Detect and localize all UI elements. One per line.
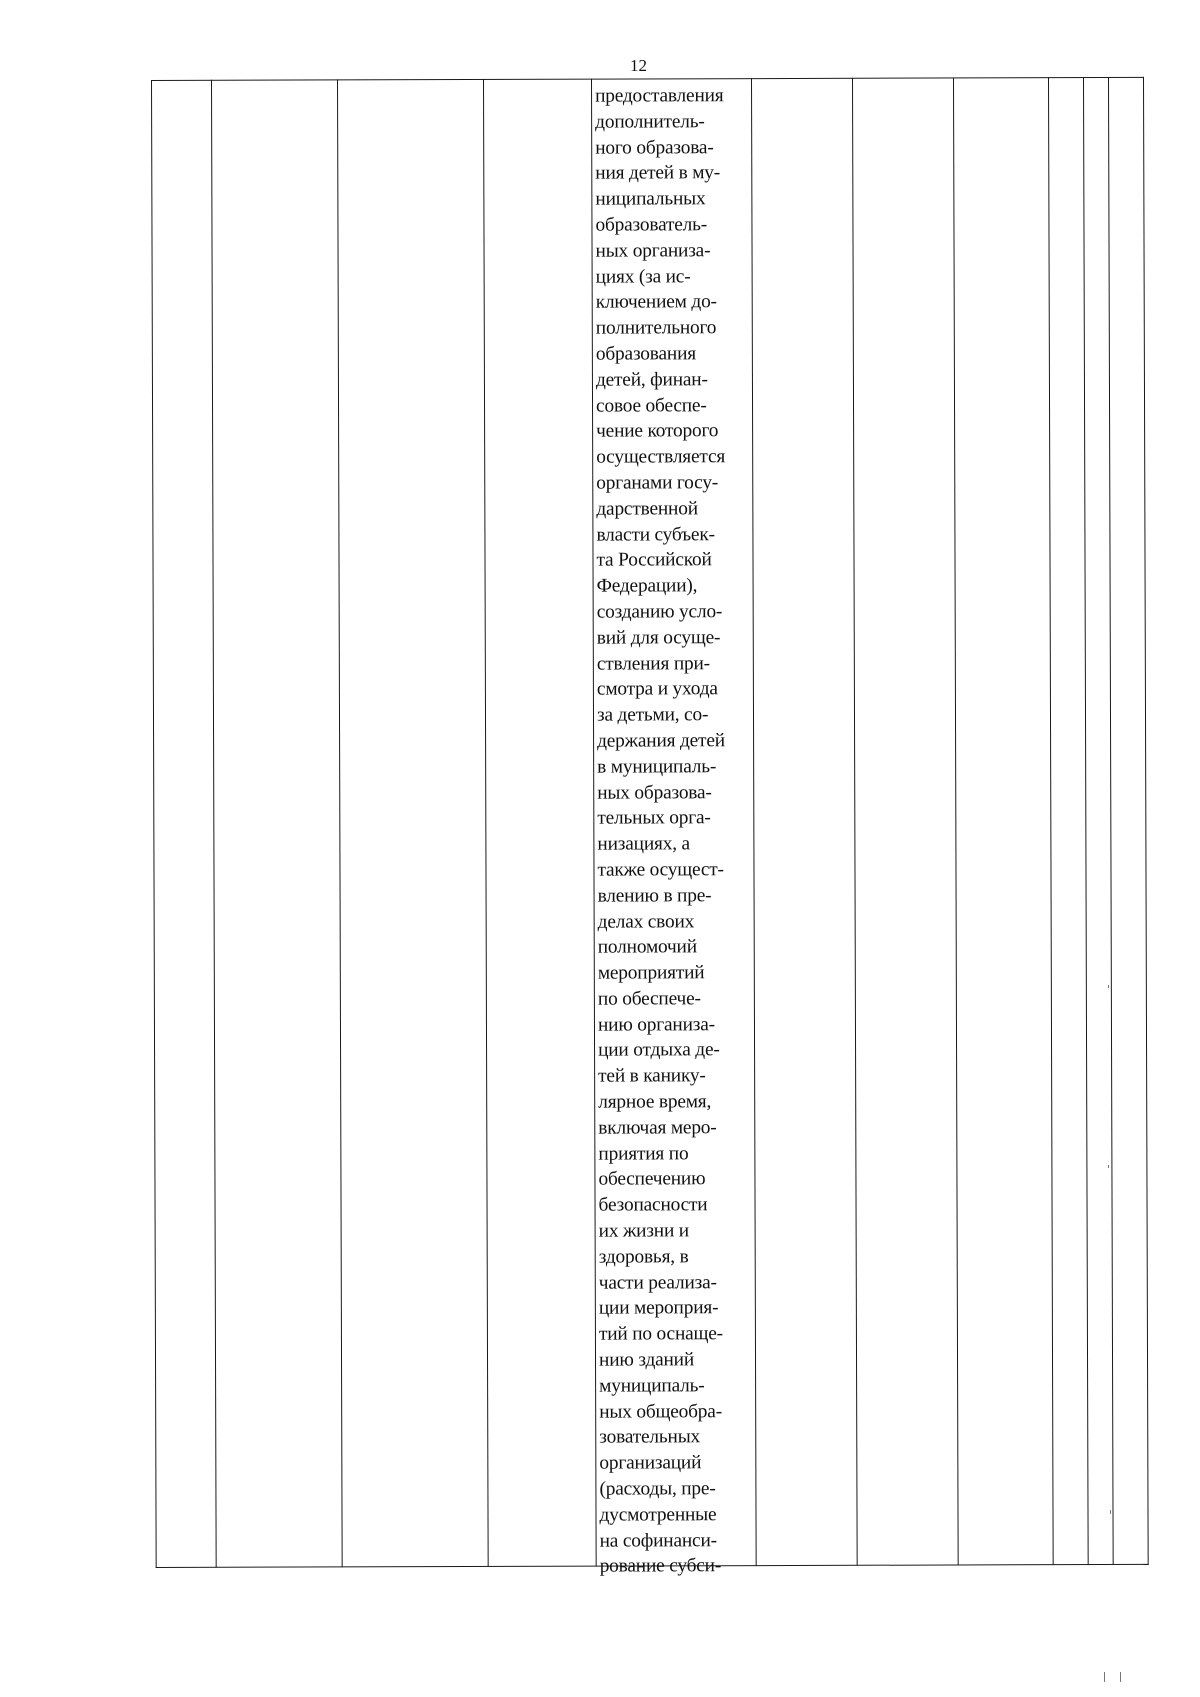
cell-line: дусмотренные: [599, 1504, 717, 1526]
scan-speck: [1108, 1165, 1109, 1168]
cell-line: ных организа-: [595, 240, 711, 262]
cell-line: (расходы, пре-: [599, 1478, 716, 1500]
cell-line: вий для осуще-: [596, 626, 721, 649]
cell-line: Федерации),: [596, 575, 698, 597]
cell-line: тей в канику-: [598, 1065, 706, 1087]
cell-line: лярное время,: [598, 1091, 712, 1113]
table-column-border: [337, 79, 343, 1567]
cell-line: та Российской: [596, 549, 712, 571]
cell-line: дополнитель-: [595, 111, 705, 133]
cell-line: ключением до-: [595, 291, 717, 313]
cell-line: здоровья, в: [598, 1246, 689, 1268]
table-column-border: [1108, 77, 1114, 1565]
table-column-border: [483, 79, 489, 1567]
cell-line: безопасности: [598, 1194, 708, 1216]
cell-line: рование субси-: [599, 1555, 722, 1578]
scan-speck: [1120, 1672, 1121, 1682]
scan-speck: [1104, 1672, 1105, 1682]
cell-line: за детьми, со-: [596, 704, 709, 726]
cell-line: включая меро-: [598, 1117, 717, 1139]
table-top-border: [151, 77, 1144, 81]
table-column-border: [852, 78, 858, 1566]
cell-line: в муниципаль-: [597, 755, 717, 778]
cell-line: ных общеобра-: [599, 1400, 722, 1423]
cell-line: муниципаль-: [599, 1375, 705, 1397]
cell-line: зовательных: [599, 1426, 701, 1449]
cell-line: полнительного: [595, 317, 717, 339]
document-table: [151, 77, 1149, 1578]
cell-line: детей, финан-: [595, 369, 708, 391]
cell-line: осуществляется: [596, 446, 726, 468]
cell-line: их жизни и: [598, 1220, 689, 1242]
cell-line: ции мероприя-: [598, 1297, 719, 1320]
cell-line: циях (за ис-: [595, 265, 691, 288]
cell-line: ного образова-: [595, 136, 714, 159]
cell-line: полномочий: [597, 936, 697, 958]
cell-line: части реализа-: [598, 1271, 717, 1294]
scan-speck: [1110, 1510, 1111, 1514]
cell-line: смотра и ухода: [596, 678, 718, 700]
table-column-border: [151, 80, 157, 1568]
cell-line: на софинанси-: [599, 1529, 717, 1552]
cell-line: ных образова-: [597, 781, 712, 804]
cell-line: низациях, а: [597, 833, 690, 855]
cell-line: образователь-: [595, 214, 708, 236]
table-column-border: [953, 77, 959, 1565]
cell-line: власти субъек-: [596, 523, 715, 546]
cell-line: обеспечению: [598, 1168, 706, 1191]
cell-line: ствления при-: [596, 652, 710, 675]
cell-line: тий по оснаще-: [598, 1323, 723, 1345]
table-column-border: [1143, 77, 1149, 1565]
cell-line: держания детей: [597, 730, 725, 752]
cell-line: чение которого: [596, 420, 719, 442]
cell-line: тельных орга-: [597, 807, 711, 829]
cell-line: нию зданий: [598, 1349, 695, 1371]
scan-speck: [1108, 985, 1109, 988]
table-cell-description: [595, 83, 754, 1580]
table-column-border: [211, 80, 217, 1568]
table-column-border: [1048, 77, 1054, 1565]
cell-line: образования: [595, 343, 696, 365]
cell-line: дарственной: [596, 498, 698, 520]
cell-line: нию организа-: [597, 1013, 715, 1036]
cell-line: также осущест-: [597, 859, 724, 881]
cell-line: совое обеспе-: [595, 394, 707, 417]
cell-line: делах своих: [597, 910, 695, 933]
cell-line: органами госу-: [596, 472, 719, 494]
cell-line: организаций: [599, 1452, 702, 1474]
cell-line: мероприятий: [597, 962, 705, 984]
cell-line: ниципальных: [595, 188, 706, 210]
cell-line: ния детей в му-: [595, 162, 721, 184]
table-column-border: [1083, 77, 1089, 1565]
cell-line: по обеспече-: [597, 988, 701, 1010]
cell-line: влению в пре-: [597, 884, 712, 907]
cell-line: ции отдыха де-: [598, 1039, 720, 1062]
cell-line: предоставления: [595, 85, 724, 107]
cell-line: созданию усло-: [596, 601, 723, 623]
page-number: 12: [630, 56, 647, 75]
cell-line: приятия по: [598, 1142, 689, 1165]
